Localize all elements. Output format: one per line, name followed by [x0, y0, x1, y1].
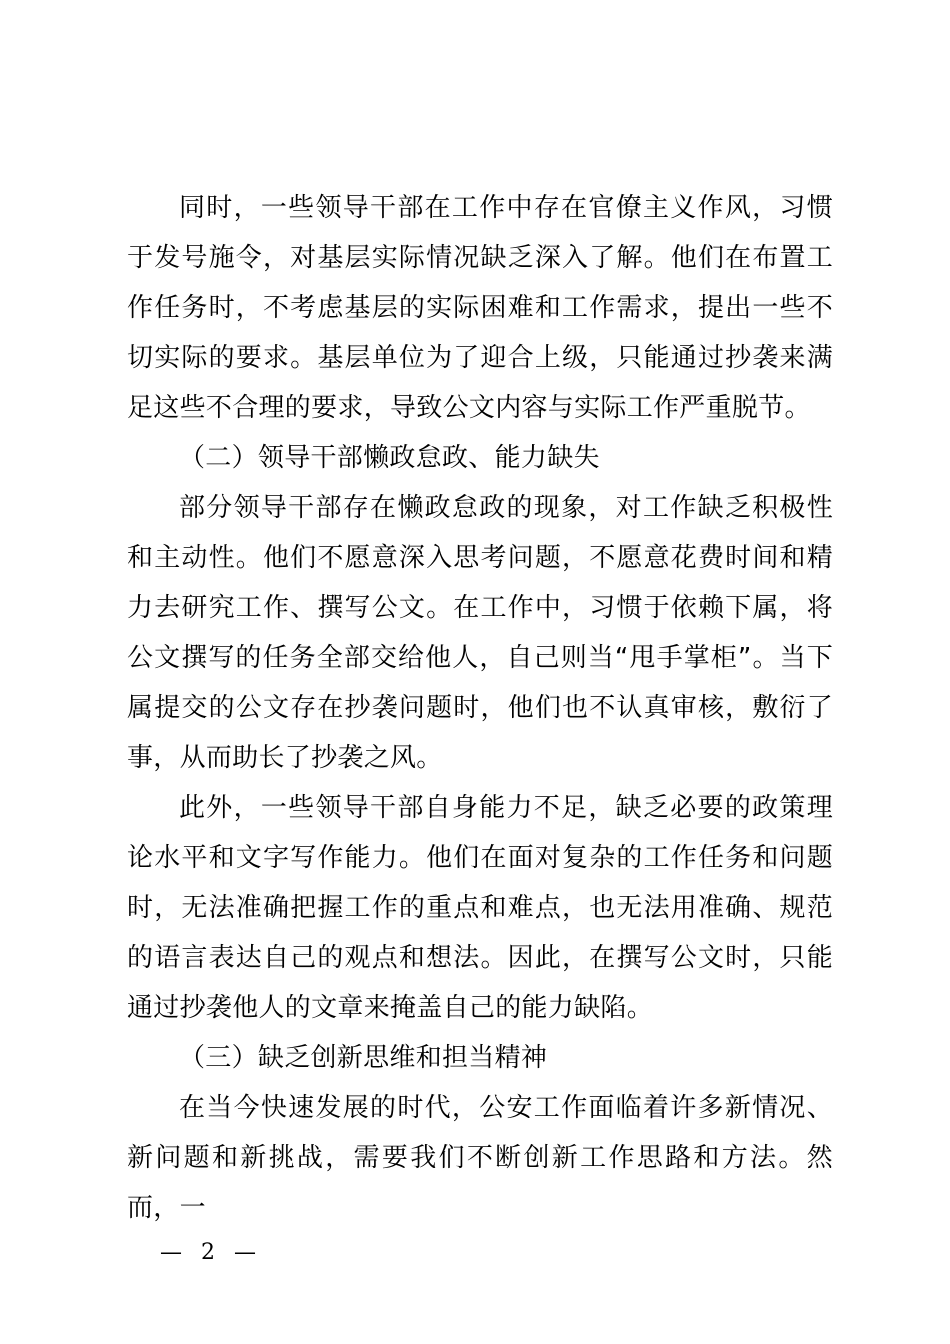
paragraph-ability: 此外，一些领导干部自身能力不足，缺乏必要的政策理论水平和文字写作能力。他们在面对复杂的工作任务和问题时，无法准确把握工作的重点和难点，也无法用准确、规范的语言表达自己的观点和想法。因此，在撰写公文时，只能通过抄袭他人的文章来掩盖自己的能力缺陷。: [127, 793, 833, 1023]
paragraph-laziness: 部分领导干部存在懒政怠政的现象，对工作缺乏积极性和主动性。他们不愿意深入思考问题，不愿意花费时间和精力去研究工作、撰写公文。在工作中，习惯于依赖下属，将公文撰写的任务全部交给他人，自己则当“甩手掌柜”。当下属提交的公文存在抄袭问题时，他们也不认真审核，敷衍了事，从而助长了抄袭之风。: [127, 493, 833, 773]
page-number: — 2 —: [160, 1240, 262, 1265]
paragraph-bureaucracy: 同时，一些领导干部在工作中存在官僚主义作风，习惯于发号施令，对基层实际情况缺乏深入了解。他们在布置工作任务时，不考虑基层的实际困难和工作需求，提出一些不切实际的要求。基层单位为了迎合上级，只能通过抄袭来满足这些不合理的要求，导致公文内容与实际工作严重脱节。: [127, 193, 833, 423]
body-text: [127, 183, 833, 1233]
section-heading-3: （三）缺乏创新思维和担当精神: [179, 1043, 548, 1073]
paragraph-innovation: 在当今快速发展的时代，公安工作面临着许多新情况、新问题和新挑战，需要我们不断创新工作思路和方法。然而，一: [127, 1093, 833, 1223]
section-heading-2: （二）领导干部懒政怠政、能力缺失: [179, 443, 600, 473]
